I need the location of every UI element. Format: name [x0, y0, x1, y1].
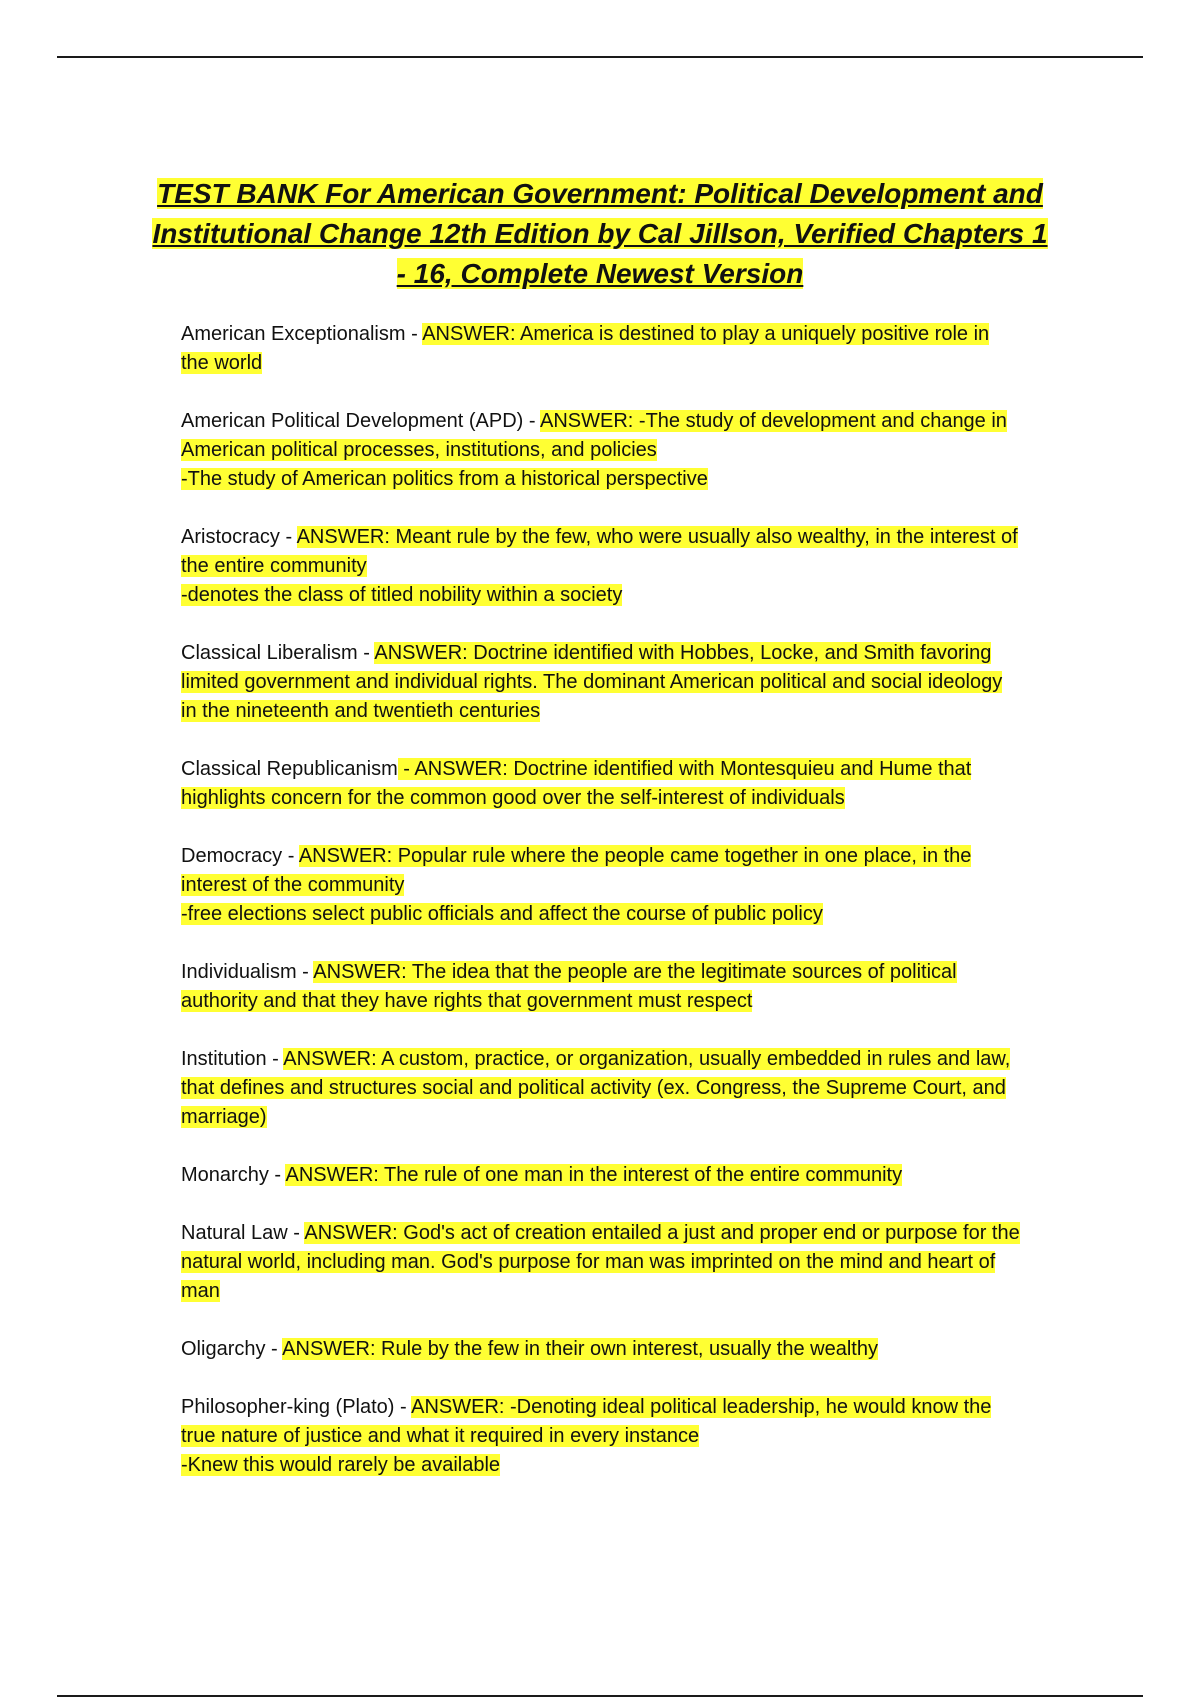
glossary-entry	[181, 1219, 1021, 1306]
entry-separator: -	[296, 961, 314, 983]
entry-answer-extra: -free elections select public officials and affect the course of public policy	[181, 903, 823, 925]
entry-term: Classical Liberalism	[181, 642, 358, 664]
entry-separator: -	[405, 323, 423, 345]
glossary-entry	[181, 958, 1021, 1016]
glossary-entry	[181, 639, 1021, 726]
entry-answer: ANSWER: The rule of one man in the interest of the entire community	[285, 1164, 903, 1186]
top-rule	[57, 56, 1143, 58]
entry-answer: ANSWER: America is destined to play a uniquely positive role in the world	[181, 323, 990, 374]
glossary-entry	[181, 1335, 1021, 1364]
entry-term: Oligarchy	[181, 1338, 266, 1360]
entry-term: Democracy	[181, 845, 283, 867]
glossary-entry	[181, 1393, 1021, 1480]
entry-answer: ANSWER: Doctrine identified with Hobbes, Locke, and Smith favoring limited government and individual rights. The dominant American political and social ideology in the nineteenth and twentieth centuries	[181, 642, 1003, 722]
entry-answer: ANSWER: Rule by the few in their own interest, usually the wealthy	[282, 1338, 878, 1360]
entry-separator: -	[266, 1048, 284, 1070]
title-text: TEST BANK For American Government: Political Development and Institutional Change 12th Edition by Cal Jillson, Verified Chapters 1 - 16, Complete Newest Version	[152, 178, 1048, 289]
entry-answer: ANSWER: Meant rule by the few, who were usually also wealthy, in the interest of the entire community	[181, 526, 1018, 577]
entry-separator: -	[265, 1338, 283, 1360]
entry-term: Institution	[181, 1048, 267, 1070]
bottom-rule	[57, 1695, 1143, 1697]
glossary-entry	[181, 1045, 1021, 1132]
entry-separator: -	[397, 758, 415, 780]
entry-term: American Political Development (APD)	[181, 410, 524, 432]
entry-separator: -	[394, 1396, 412, 1418]
entry-separator: -	[279, 526, 297, 548]
glossary-entry	[181, 320, 1021, 378]
glossary-entry	[181, 407, 1021, 494]
entry-term: Philosopher-king (Plato)	[181, 1396, 395, 1418]
entry-separator: -	[268, 1164, 286, 1186]
glossary-list	[181, 320, 1021, 1509]
entry-term: Classical Republicanism	[181, 758, 398, 780]
entry-separator: -	[357, 642, 375, 664]
entry-answer: ANSWER: -The study of development and change in American political processes, institutions, and policies	[181, 410, 1007, 461]
entry-answer: ANSWER: -Denoting ideal political leadership, he would know the true nature of justice and what it required in every instance	[181, 1396, 992, 1447]
entry-term: Aristocracy	[181, 526, 280, 548]
entry-answer-extra: -denotes the class of titled nobility within a society	[181, 584, 623, 606]
entry-answer: ANSWER: Doctrine identified with Montesquieu and Hume that highlights concern for the common good over the self-interest of individuals	[181, 758, 972, 809]
entry-answer-extra: -The study of American politics from a historical perspective	[181, 468, 708, 490]
entry-answer: ANSWER: A custom, practice, or organization, usually embedded in rules and law, that defines and structures social and political activity (ex. Congress, the Supreme Court, and marriage)	[181, 1048, 1011, 1128]
entry-term: Monarchy	[181, 1164, 269, 1186]
glossary-entry	[181, 755, 1021, 813]
glossary-entry	[181, 1161, 1021, 1190]
entry-term: American Exceptionalism	[181, 323, 406, 345]
entry-answer: ANSWER: God's act of creation entailed a just and proper end or purpose for the natural world, including man. God's purpose for man was imprinted on the mind and heart of man	[181, 1222, 1020, 1302]
entry-term: Individualism	[181, 961, 297, 983]
document-title	[150, 174, 1050, 294]
entry-answer: ANSWER: Popular rule where the people came together in one place, in the interest of the community	[181, 845, 972, 896]
entry-term: Natural Law	[181, 1222, 288, 1244]
entry-answer-extra: -Knew this would rarely be available	[181, 1454, 501, 1476]
entry-answer: ANSWER: The idea that the people are the legitimate sources of political authority and that they have rights that government must respect	[181, 961, 957, 1012]
glossary-entry	[181, 842, 1021, 929]
entry-separator: -	[287, 1222, 305, 1244]
glossary-entry	[181, 523, 1021, 610]
entry-separator: -	[282, 845, 299, 867]
entry-separator: -	[523, 410, 541, 432]
